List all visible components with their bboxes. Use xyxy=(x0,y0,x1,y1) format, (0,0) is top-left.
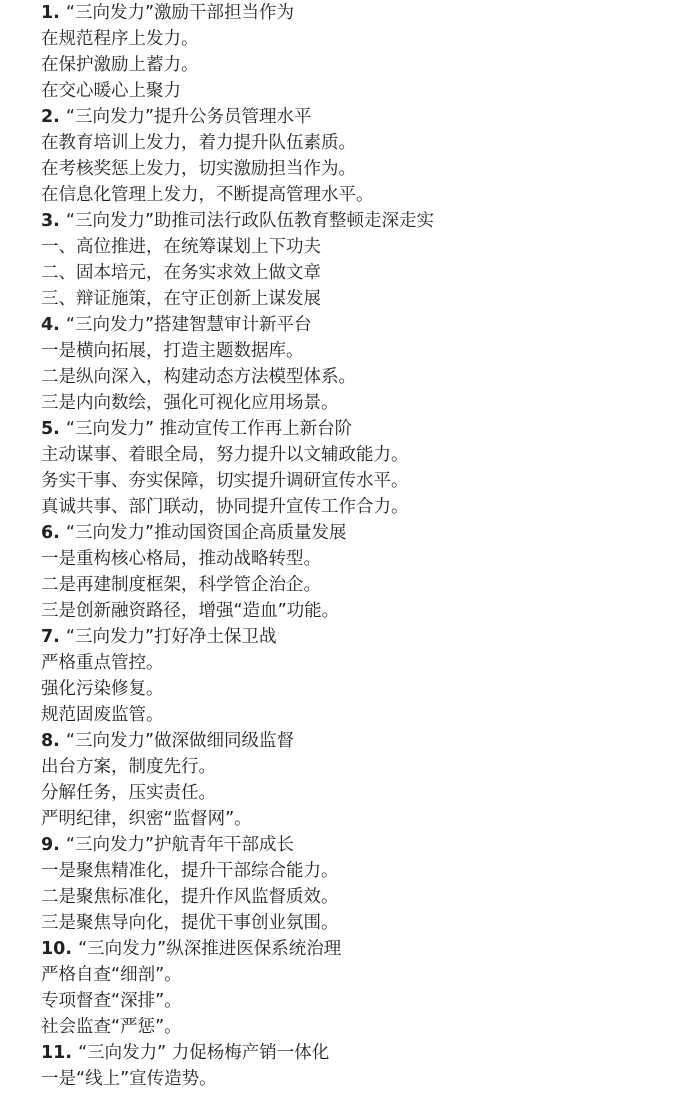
section-item: 一、高位推进，在统筹谋划上下功夫 xyxy=(41,237,321,257)
section-item: 三、辩证施策，在守正创新上谋发展 xyxy=(41,289,321,309)
section-item: 专项督查“深排”。 xyxy=(41,991,182,1011)
section-item: 出台方案，制度先行。 xyxy=(41,757,216,777)
section-number: 10. xyxy=(41,939,79,959)
section xyxy=(41,104,681,208)
section-item: 一是“线上”宣传造势。 xyxy=(41,1069,217,1089)
section-item: 严格自查“细剖”。 xyxy=(41,965,182,985)
section xyxy=(41,1040,681,1092)
section-heading xyxy=(41,936,681,962)
section-number: 8. xyxy=(41,731,66,751)
section-item: 一是重构核心格局，推动战略转型。 xyxy=(41,549,321,569)
section-title: “三向发力”纵深推进医保系统治理 xyxy=(78,939,342,959)
section-title: “三向发力” 力促杨梅产销一体化 xyxy=(78,1043,330,1063)
section-item: 在教育培训上发力，着力提升队伍素质。 xyxy=(41,133,356,153)
section-heading xyxy=(41,208,681,234)
section-number: 7. xyxy=(41,627,66,647)
section-item: 三是内向数绘，强化可视化应用场景。 xyxy=(41,393,339,413)
section-item: 严格重点管控。 xyxy=(41,653,164,673)
section-title: “三向发力”搭建智慧审计新平台 xyxy=(65,315,312,335)
section-title: “三向发力”激励干部担当作为 xyxy=(65,3,295,23)
section-heading xyxy=(41,312,681,338)
section xyxy=(41,728,681,832)
section-item: 分解任务，压实责任。 xyxy=(41,783,216,803)
section xyxy=(41,416,681,520)
section-item: 一是横向拓展，打造主题数据库。 xyxy=(41,341,304,361)
section-item: 强化污染修复。 xyxy=(41,679,164,699)
section-item: 三是聚焦导向化，提优干事创业氛围。 xyxy=(41,913,339,933)
section-title: “三向发力” 推动宣传工作再上新台阶 xyxy=(65,419,353,439)
section-number: 11. xyxy=(41,1043,79,1063)
section-heading xyxy=(41,520,681,546)
section-title: “三向发力”打好净土保卫战 xyxy=(65,627,277,647)
section-item: 在保护激励上蓄力。 xyxy=(41,55,199,75)
section-item: 务实干事、夯实保障，切实提升调研宣传水平。 xyxy=(41,471,409,491)
section-item: 在考核奖惩上发力，切实激励担当作为。 xyxy=(41,159,356,179)
section-item: 二是再建制度框架，科学管企治企。 xyxy=(41,575,321,595)
section-title: “三向发力”提升公务员管理水平 xyxy=(65,107,312,127)
section-item: 严明纪律，织密“监督网”。 xyxy=(41,809,252,829)
section-title: “三向发力”做深做细同级监督 xyxy=(65,731,295,751)
section-item: 一是聚焦精准化，提升干部综合能力。 xyxy=(41,861,339,881)
section-heading xyxy=(41,416,681,442)
section xyxy=(41,208,681,312)
section-heading xyxy=(41,624,681,650)
section-title: “三向发力”推动国资国企高质量发展 xyxy=(65,523,347,543)
section-number: 4. xyxy=(41,315,66,335)
section-heading xyxy=(41,728,681,754)
section xyxy=(41,936,681,1040)
section-item: 二是聚焦标准化，提升作风监督质效。 xyxy=(41,887,339,907)
section xyxy=(41,832,681,936)
section xyxy=(41,0,681,104)
section-heading xyxy=(41,1040,681,1066)
section-number: 5. xyxy=(41,419,66,439)
section-heading xyxy=(41,0,681,26)
section-title: “三向发力”护航青年干部成长 xyxy=(65,835,295,855)
section xyxy=(41,520,681,624)
section-heading xyxy=(41,832,681,858)
section-heading xyxy=(41,104,681,130)
section-item: 真诚共事、部门联动，协同提升宣传工作合力。 xyxy=(41,497,409,517)
section-number: 3. xyxy=(41,211,66,231)
section-item: 二是纵向深入，构建动态方法模型体系。 xyxy=(41,367,356,387)
section xyxy=(41,312,681,416)
section-item: 三是创新融资路径，增强“造血”功能。 xyxy=(41,601,340,621)
section-item: 主动谋事、着眼全局，努力提升以文辅政能力。 xyxy=(41,445,409,465)
section-item: 在交心暖心上聚力 xyxy=(41,81,181,101)
document-body xyxy=(41,0,681,1092)
section-title: “三向发力”助推司法行政队伍教育整顿走深走实 xyxy=(65,211,435,231)
section-number: 2. xyxy=(41,107,66,127)
section-item: 社会监查“严惩”。 xyxy=(41,1017,182,1037)
section-number: 9. xyxy=(41,835,66,855)
section-item: 在信息化管理上发力，不断提高管理水平。 xyxy=(41,185,374,205)
section-item: 规范固废监管。 xyxy=(41,705,164,725)
section xyxy=(41,624,681,728)
section-number: 1. xyxy=(41,3,66,23)
section-item: 二、固本培元，在务实求效上做文章 xyxy=(41,263,321,283)
section-item: 在规范程序上发力。 xyxy=(41,29,199,49)
section-number: 6. xyxy=(41,523,66,543)
